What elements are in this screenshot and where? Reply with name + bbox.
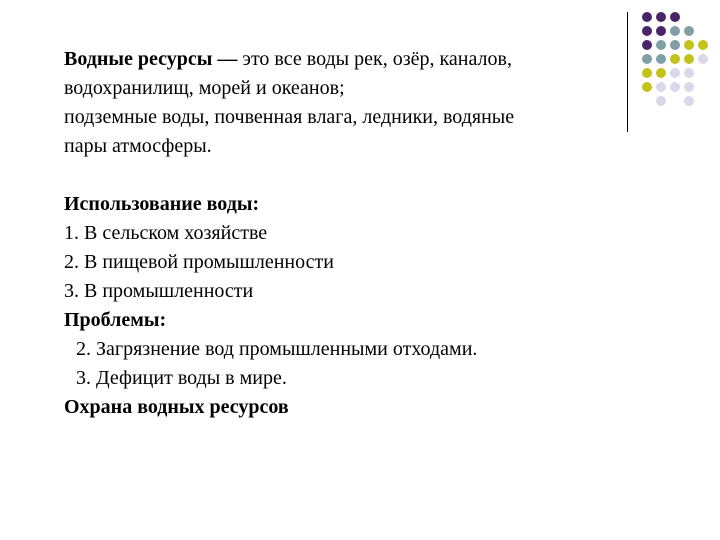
usage-item-3: 3. В промышленности: [64, 280, 254, 302]
decorative-dot: [684, 26, 694, 36]
decorative-dot: [642, 26, 652, 36]
intro-rest: это все воды рек, озёр, каналов,: [237, 48, 512, 70]
decorative-dot: [670, 54, 680, 64]
decorative-dot: [684, 40, 694, 50]
intro-line-1: [64, 45, 624, 74]
decorative-dot: [656, 82, 666, 92]
decorative-dot: [670, 68, 680, 78]
decorative-dot: [656, 54, 666, 64]
decorative-dot: [670, 26, 680, 36]
problems-item-3: 3. Дефицит воды в мире.: [76, 367, 287, 389]
decorative-dot: [670, 40, 680, 50]
decorative-dot: [642, 54, 652, 64]
intro-term: Водные ресурсы —: [64, 48, 238, 70]
decorative-dot: [642, 68, 652, 78]
decorative-dot: [670, 12, 680, 22]
decorative-dot: [670, 82, 680, 92]
usage-item-2: 2. В пищевой промышленности: [64, 251, 334, 273]
decorative-dot: [642, 82, 652, 92]
slide-body: [64, 45, 624, 422]
decorative-dot: [642, 40, 652, 50]
intro-line-4: пары атмосферы.: [64, 135, 212, 157]
usage-heading: Использование воды:: [64, 193, 260, 215]
problems-heading: Проблемы:: [64, 309, 167, 331]
intro-line-2: водохранилищ, морей и океанов;: [64, 77, 345, 99]
decorative-dot: [656, 26, 666, 36]
intro-line-3: подземные воды, почвенная влага, ледники, водяные: [64, 106, 515, 128]
decorative-dot: [684, 96, 694, 106]
decorative-dot: [684, 68, 694, 78]
decorative-dot: [698, 54, 708, 64]
usage-item-1: 1. В сельском хозяйстве: [64, 222, 268, 244]
decorative-dot: [642, 12, 652, 22]
decorative-vertical-line: [627, 12, 628, 132]
decorative-dot: [698, 40, 708, 50]
decorative-dot: [656, 12, 666, 22]
protection-heading: Охрана водных ресурсов: [64, 396, 289, 418]
decorative-dot: [656, 96, 666, 106]
spacer-line: [64, 161, 624, 190]
decorative-dot: [684, 82, 694, 92]
problems-item-2: 2. Загрязнение вод промышленными отходами.: [76, 338, 478, 360]
decorative-dot: [656, 40, 666, 50]
decorative-dot: [656, 68, 666, 78]
decorative-dot: [684, 54, 694, 64]
